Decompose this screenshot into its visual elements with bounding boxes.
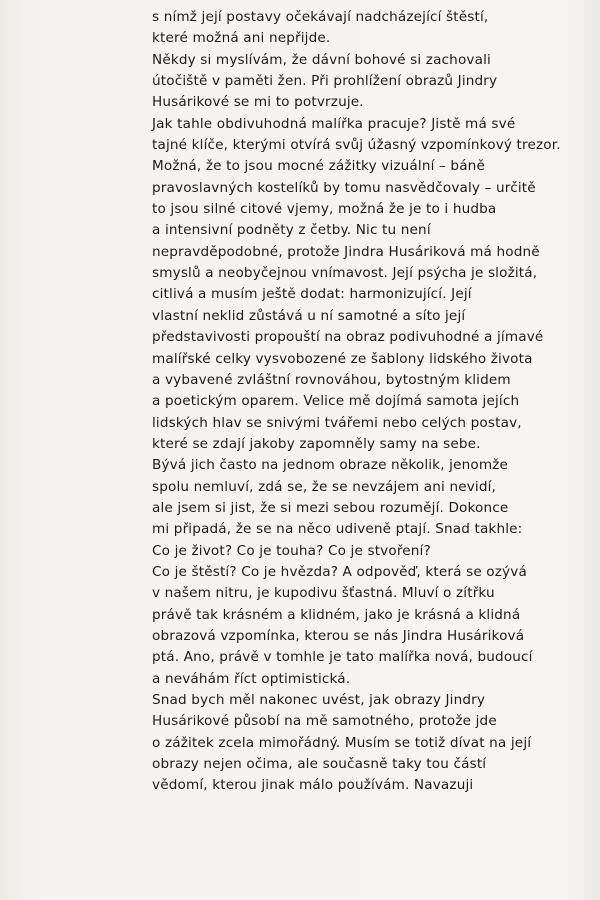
text-line: Husárikové se mi to potvrzuje. [152, 94, 364, 111]
text-line: smyslů a neobyčejnou vnímavost. Její psýcha je složitá, [152, 265, 538, 282]
text-line: představivosti propouští na obraz podivuhodné a jímavé [152, 329, 544, 346]
text-line: Možná, že to jsou mocné zážitky vizuální – báně [152, 158, 485, 175]
text-line: Jak tahle obdivuhodná malířka pracuje? Jistě má své [152, 115, 516, 132]
text-line: a intensivní podněty z četby. Nic tu není [152, 222, 431, 239]
text-line: obrazová vzpomínka, kterou se nás Jindra Husáriková [152, 627, 525, 644]
text-line: Bývá jich často na jednom obraze několik, jenomže [152, 457, 509, 474]
text-line: s nímž její postavy očekávají nadcházející štěstí, [152, 9, 489, 25]
text-line: to jsou silné citové vjemy, možná že je to i hudba [152, 201, 497, 218]
text-line: Snad bych měl nakonec uvést, jak obrazy Jindry [152, 692, 486, 708]
body-text [152, 7, 582, 797]
text-line: obrazy nejen očima, ale současně taky tou částí [152, 756, 487, 773]
text-line: lidských hlav se snivými tvářemi nebo celých postav, [152, 414, 522, 431]
text-line: nepravděpodobné, protože Jindra Husáriková má hodně [152, 243, 540, 260]
text-line: vědomí, kterou jinak málo používám. Navazuji [152, 777, 474, 794]
text-line: spolu nemluví, zdá se, že se nevzájem ani nevidí, [152, 478, 497, 495]
text-line: v našem nitru, je kupodivu šťastná. Mluví o zítřku [152, 585, 495, 602]
text-line: a poetickým oparem. Velice mě dojímá samota jejích [152, 393, 520, 410]
text-line: o zážitek zcela mimořádný. Musím se totiž dívat na její [152, 734, 532, 751]
text-line: právě tak krásném a klidném, jako je krásná a klidná [152, 606, 521, 623]
text-line: Někdy si myslívám, že dávní bohové si zachovali [152, 51, 491, 68]
text-line: které možná ani nepřijde. [152, 30, 331, 47]
text-line: které se zdají jakoby zapomněly samy na sebe. [152, 435, 481, 452]
text-line: Husárikové působí na mě samotného, protože jde [152, 713, 497, 730]
text-line: a vybavené zvláštní rovnováhou, bytostným klidem [152, 371, 511, 388]
text-line: pravoslavných kostelíků by tomu nasvědčovaly – určitě [152, 179, 536, 196]
text-line: ale jsem si jist, že si mezi sebou rozumějí. Dokonce [152, 499, 509, 516]
text-line: citlivá a musím ještě dodat: harmonizující. Její [152, 286, 472, 303]
text-line: Co je život? Co je touha? Co je stvoření? [152, 542, 431, 559]
text-line: malířské celky vysvobozené ze šablony lidského života [152, 350, 533, 367]
text-line: mi připadá, že se na něco udiveně ptají. Snad takhle: [152, 521, 523, 538]
text-line: ptá. Ano, právě v tomhle je tato malířka nová, budoucí [152, 649, 533, 666]
text-line: tajné klíče, kterými otvírá svůj úžasný vzpomínkový trezor. [152, 137, 561, 154]
text-line: útočiště v paměti žen. Při prohlížení obrazů Jindry [152, 73, 498, 90]
text-line: a neváhám říct optimistická. [152, 670, 351, 687]
text-line: Co je štěstí? Co je hvězda? A odpověď, která se ozývá [152, 563, 527, 580]
text-line: vlastní neklid zůstává u ní samotné a síto její [152, 307, 466, 324]
